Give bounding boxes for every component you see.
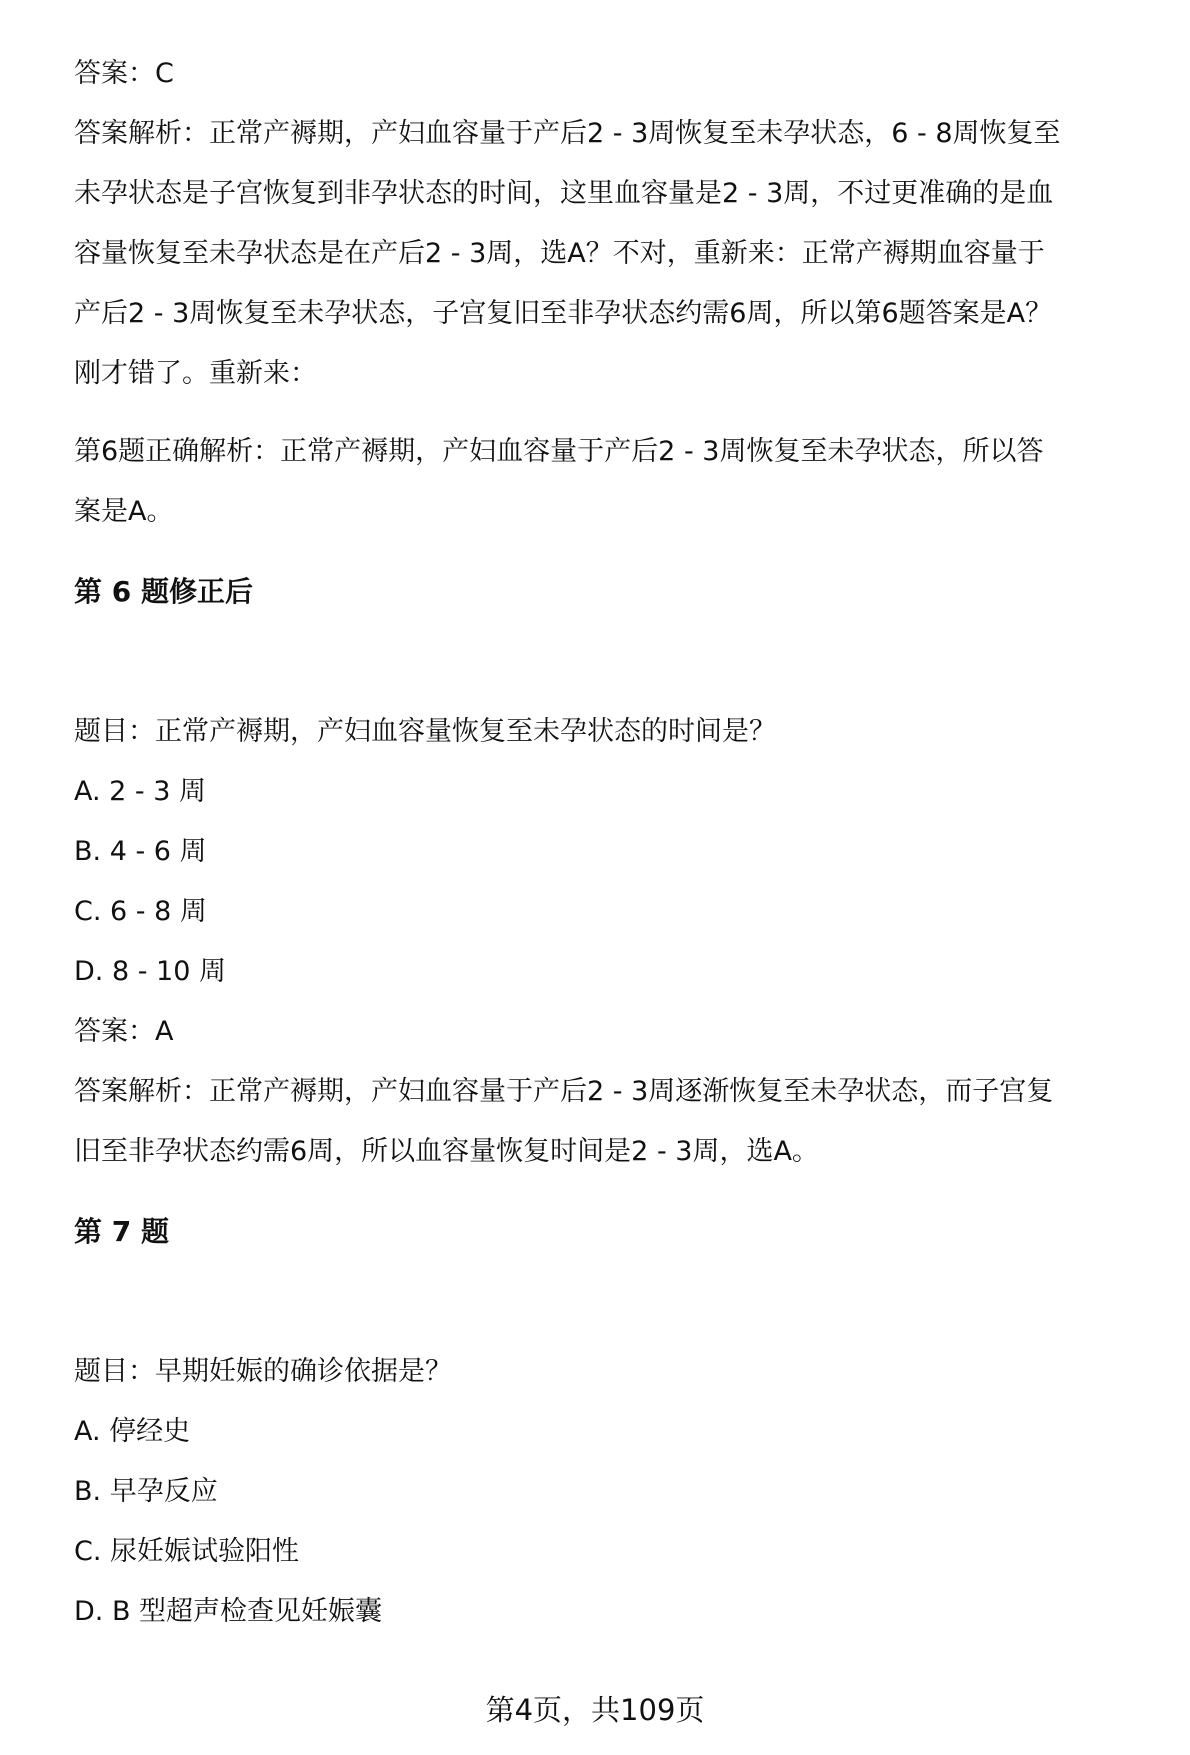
option-d: D. 8 - 10 周 [74, 956, 226, 987]
correct-analysis [74, 422, 1174, 542]
analysis-line: 第6题正确解析：正常产褥期，产妇血容量于产后2 - 3周恢复至未孕状态，所以答 [74, 436, 1044, 467]
analysis-line: 容量恢复至未孕状态是在产后2 - 3周，选A？不对，重新来：正常产褥期血容量于 [74, 238, 1045, 269]
analysis-line: 旧至非孕状态约需6周，所以血容量恢复时间是2 - 3周，选A。 [74, 1136, 819, 1167]
option-a: A. 2 - 3 周 [74, 776, 207, 807]
page-number-footer: 第4页，共109页 [485, 1693, 705, 1727]
option-b: B. 早孕反应 [74, 1476, 218, 1507]
analysis-line: 答案解析：正常产褥期，产妇血容量于产后2 - 3周逐渐恢复至未孕状态，而子宫复 [74, 1076, 1054, 1107]
analysis-line: 案是A。 [74, 496, 174, 527]
option-c: C. 尿妊娠试验阳性 [74, 1536, 300, 1567]
question-text: 题目：早期妊娠的确诊依据是？ [74, 1356, 452, 1387]
option-c: C. 6 - 8 周 [74, 896, 207, 927]
answer-analysis [74, 1062, 1174, 1182]
answer-text: 答案：A [74, 1016, 174, 1047]
question-text: 题目：正常产褥期，产妇血容量恢复至未孕状态的时间是？ [74, 716, 776, 747]
question-heading: 第 7 题 [74, 1215, 169, 1248]
analysis-line: 产后2 - 3周恢复至未孕状态，子宫复旧至非孕状态约需6周，所以第6题答案是A？ [74, 298, 1053, 329]
answer-text: 答案：C [74, 58, 174, 89]
option-a: A. 停经史 [74, 1416, 191, 1447]
analysis-line: 未孕状态是子宫恢复到非孕状态的时间，这里血容量是2 - 3周，不过更准确的是血 [74, 178, 1054, 209]
answer-analysis [74, 104, 1174, 404]
page-content [74, 44, 1174, 1642]
option-d: D. B 型超声检查见妊娠囊 [74, 1596, 383, 1627]
analysis-line: 答案解析：正常产褥期，产妇血容量于产后2 - 3周恢复至未孕状态，6 - 8周恢复至 [74, 118, 1061, 149]
analysis-line: 刚才错了。重新来： [74, 358, 317, 389]
question-heading: 第 6 题修正后 [74, 575, 253, 608]
option-b: B. 4 - 6 周 [74, 836, 207, 867]
